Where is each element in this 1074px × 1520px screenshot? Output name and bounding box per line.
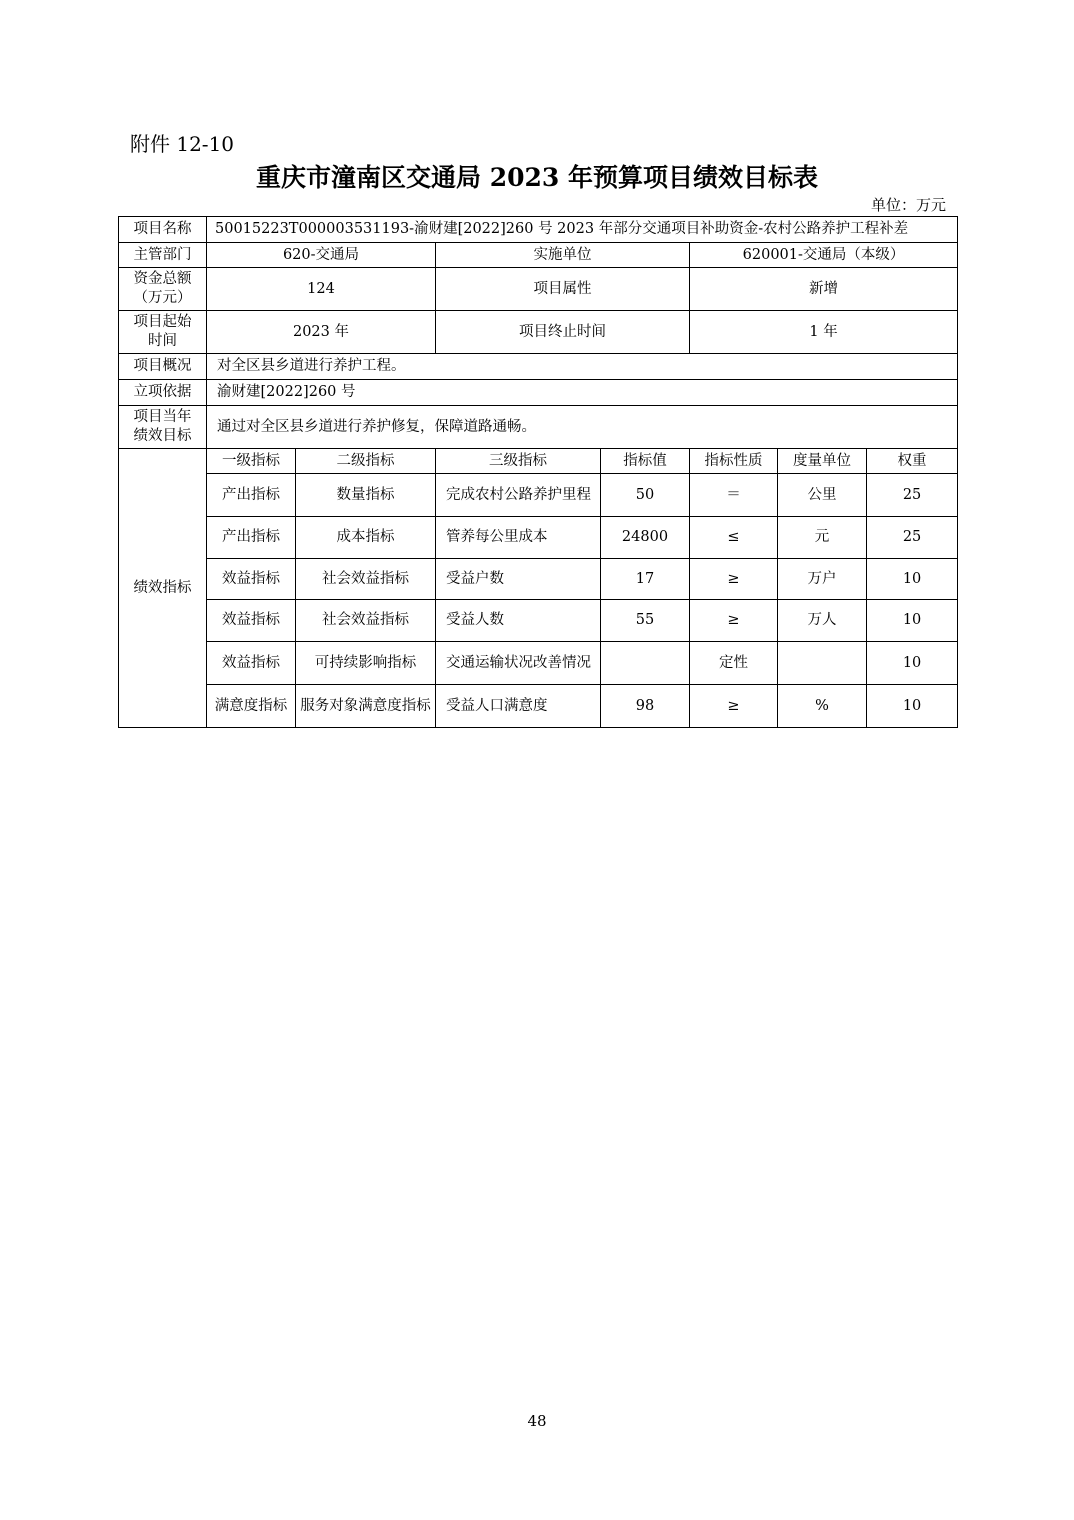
header-value: 指标值 [601,449,690,474]
indicator-value: 50 [601,474,690,517]
indicator-level3: 受益户数 [436,559,601,600]
start-time-label: 项目起始 时间 [119,311,207,354]
indicator-nature: ≥ [690,685,778,728]
goal-value: 通过对全区县乡道进行养护修复，保障道路通畅。 [207,406,958,449]
indicator-level2: 社会效益指标 [296,600,436,642]
row-goal [119,406,958,449]
table-row [119,600,958,642]
indicator-unit: 万人 [778,600,867,642]
indicator-level2: 社会效益指标 [296,559,436,600]
indicator-nature: ≥ [690,600,778,642]
table-row [119,559,958,600]
page-number: 48 [527,1412,547,1430]
indicator-value: 55 [601,600,690,642]
indicator-level2: 服务对象满意度指标 [296,685,436,728]
indicator-weight: 10 [867,559,958,600]
header-unit: 度量单位 [778,449,867,474]
funds-label: 资金总额 （万元） [119,268,207,311]
indicator-level2: 可持续影响指标 [296,642,436,685]
performance-target-table [118,216,958,728]
indicator-unit [778,642,867,685]
indicator-weight: 25 [867,474,958,517]
header-nature: 指标性质 [690,449,778,474]
row-timing [119,311,958,354]
indicator-weight: 10 [867,685,958,728]
table-row [119,517,958,559]
row-project-name [119,217,958,243]
dept-value: 620-交通局 [207,243,436,268]
indicator-unit: % [778,685,867,728]
indicator-level3: 受益人口满意度 [436,685,601,728]
header-level1: 一级指标 [207,449,296,474]
indicator-level1: 产出指标 [207,517,296,559]
attachment-label: 附件 12-10 [130,132,235,156]
indicator-value [601,642,690,685]
indicator-level1: 满意度指标 [207,685,296,728]
indicator-level3: 完成农村公路养护里程 [436,474,601,517]
table-row [119,685,958,728]
overview-label: 项目概况 [119,354,207,380]
funds-value: 124 [207,268,436,311]
table-row [119,642,958,685]
indicator-level1: 产出指标 [207,474,296,517]
indicator-level3: 管养每公里成本 [436,517,601,559]
row-basis [119,380,958,406]
impl-unit-value: 620001-交通局（本级） [690,243,958,268]
unit-note: 单位：万元 [870,196,946,214]
project-name-label: 项目名称 [119,217,207,243]
indicators-label: 绩效指标 [119,449,207,728]
indicator-level2: 成本指标 [296,517,436,559]
indicator-header-row [119,449,958,474]
indicator-level2: 数量指标 [296,474,436,517]
indicator-level3: 受益人数 [436,600,601,642]
table-row [119,474,958,517]
indicator-level3: 交通运输状况改善情况 [436,642,601,685]
indicator-nature: ＝ [690,474,778,517]
indicator-weight: 10 [867,600,958,642]
header-weight: 权重 [867,449,958,474]
indicator-value: 17 [601,559,690,600]
indicator-level1: 效益指标 [207,559,296,600]
indicator-nature: ≤ [690,517,778,559]
start-time-value: 2023 年 [207,311,436,354]
indicator-nature: ≥ [690,559,778,600]
goal-label: 项目当年 绩效目标 [119,406,207,449]
overview-value: 对全区县乡道进行养护工程。 [207,354,958,380]
page-title: 重庆市潼南区交通局 2023 年预算项目绩效目标表 [256,163,818,192]
indicator-level1: 效益指标 [207,642,296,685]
basis-label: 立项依据 [119,380,207,406]
row-funds [119,268,958,311]
project-name-value: 50015223T000003531193-渝财建[2022]260 号 2023 年部分交通项目补助资金-农村公路养护工程补差 [207,217,958,243]
indicator-weight: 10 [867,642,958,685]
end-time-value: 1 年 [690,311,958,354]
dept-label: 主管部门 [119,243,207,268]
project-attr-label: 项目属性 [436,268,690,311]
basis-value: 渝财建[2022]260 号 [207,380,958,406]
row-department [119,243,958,268]
end-time-label: 项目终止时间 [436,311,690,354]
indicator-level1: 效益指标 [207,600,296,642]
indicator-weight: 25 [867,517,958,559]
indicator-value: 24800 [601,517,690,559]
header-level3: 三级指标 [436,449,601,474]
impl-unit-label: 实施单位 [436,243,690,268]
header-level2: 二级指标 [296,449,436,474]
indicator-value: 98 [601,685,690,728]
indicator-unit: 公里 [778,474,867,517]
indicator-unit: 元 [778,517,867,559]
indicator-unit: 万户 [778,559,867,600]
indicator-nature: 定性 [690,642,778,685]
project-attr-value: 新增 [690,268,958,311]
row-overview [119,354,958,380]
